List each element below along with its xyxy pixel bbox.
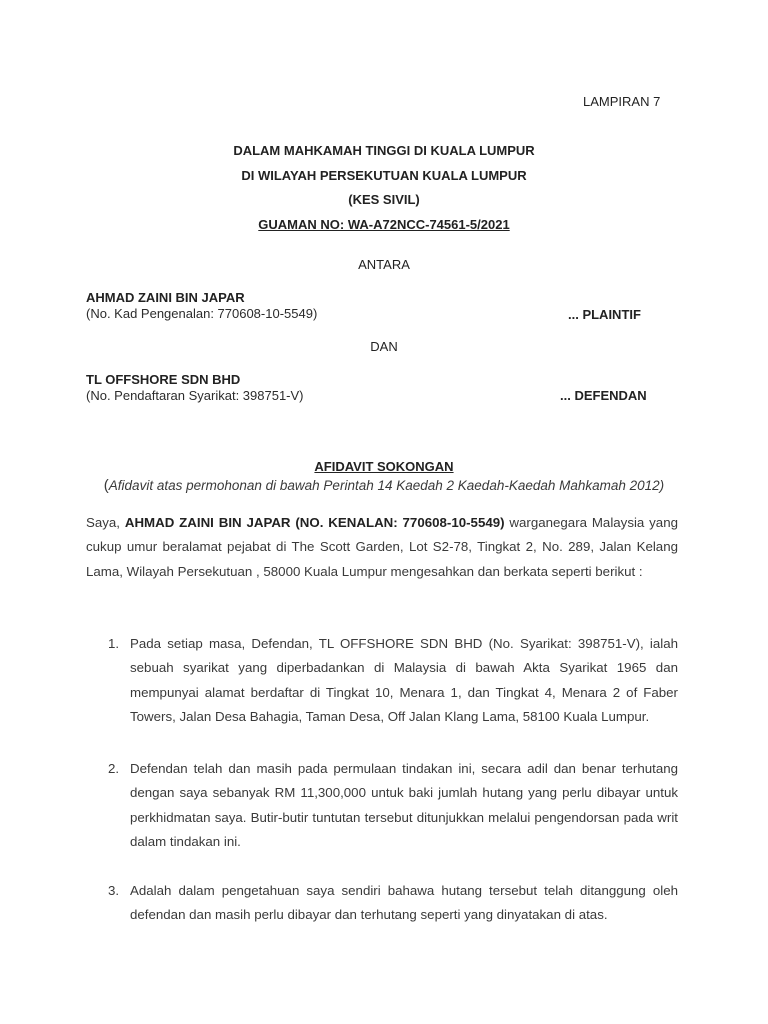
annex-label: LAMPIRAN 7 xyxy=(583,94,661,109)
plaintiff-role: ... PLAINTIF xyxy=(568,307,641,322)
affidavit-subtitle xyxy=(0,477,768,494)
plaintiff-name: AHMAD ZAINI BIN JAPAR xyxy=(86,290,245,305)
intro-prefix: Saya, xyxy=(86,515,125,530)
and-label: DAN xyxy=(370,339,398,354)
court-jurisdiction: DI WILAYAH PERSEKUTUAN KUALA LUMPUR xyxy=(241,168,527,183)
between-label: ANTARA xyxy=(358,257,410,272)
list-item xyxy=(108,757,678,855)
subtitle-text: Afidavit atas permohonan di bawah Perintah 14 Kaedah 2 Kaedah-Kaedah Mahkamah 2012) xyxy=(108,478,665,493)
case-type: (KES SIVIL) xyxy=(348,192,420,207)
plaintiff-id: (No. Kad Pengenalan: 770608-10-5549) xyxy=(86,306,318,321)
item-text: Adalah dalam pengetahuan saya sendiri bahawa hutang tersebut telah ditanggung oleh defendan dan masih perlu dibayar dan terhutang seperti yang dinyatakan di atas. xyxy=(130,883,678,923)
intro-rest: warganegara Malaysia yang cukup umur beralamat pejabat di The Scott Garden, Lot S2-78, Tingkat 2, No. 289, Jalan Kelang Lama, Wilayah Persekutuan , 58000 Kuala Lumpur mengesahkan dan berkata seperti berikut : xyxy=(86,515,678,579)
item-number: 1. xyxy=(108,636,120,651)
suit-number: GUAMAN NO: WA-A72NCC-74561-5/2021 xyxy=(258,217,510,232)
list-item xyxy=(108,632,678,730)
subtitle-open-paren: ( xyxy=(103,477,109,494)
item-text: Defendan telah dan masih pada permulaan tindakan ini, secara adil dan benar terhutang dengan saya sebanyak RM 11,300,000 untuk baki jumlah hutang yang perlu dibayar untuk perkhidmatan saya. Butir-butir tuntutan tersebut ditunjukkan melalui pengendorsan pada writ dalam tindakan ini. xyxy=(130,761,678,850)
item-text: Pada setiap masa, Defendan, TL OFFSHORE SDN BHD (No. Syarikat: 398751-V), ialah sebuah syarikat yang diperbadankan di Malaysia di bawah Akta Syarikat 1965 dan mempunyai alamat berdaftar di Tingkat 10, Menara 1, dan Tingkat 4, Menara 2 of Faber Towers, Jalan Desa Bahagia, Taman Desa, Off Jalan Klang Lama, 58100 Kuala Lumpur. xyxy=(130,636,678,725)
item-number: 3. xyxy=(108,883,120,898)
court-name: DALAM MAHKAMAH TINGGI DI KUALA LUMPUR xyxy=(233,143,535,158)
item-number: 2. xyxy=(108,761,120,776)
deponent-name: AHMAD ZAINI BIN JAPAR (NO. KENALAN: 770608-10-5549) xyxy=(124,515,505,530)
defendant-id: (No. Pendaftaran Syarikat: 398751-V) xyxy=(86,388,304,403)
defendant-role: ... DEFENDAN xyxy=(560,388,647,403)
intro-paragraph xyxy=(86,511,678,584)
list-item xyxy=(108,879,678,928)
defendant-name: TL OFFSHORE SDN BHD xyxy=(86,372,241,387)
affidavit-title: AFIDAVIT SOKONGAN xyxy=(314,459,454,474)
